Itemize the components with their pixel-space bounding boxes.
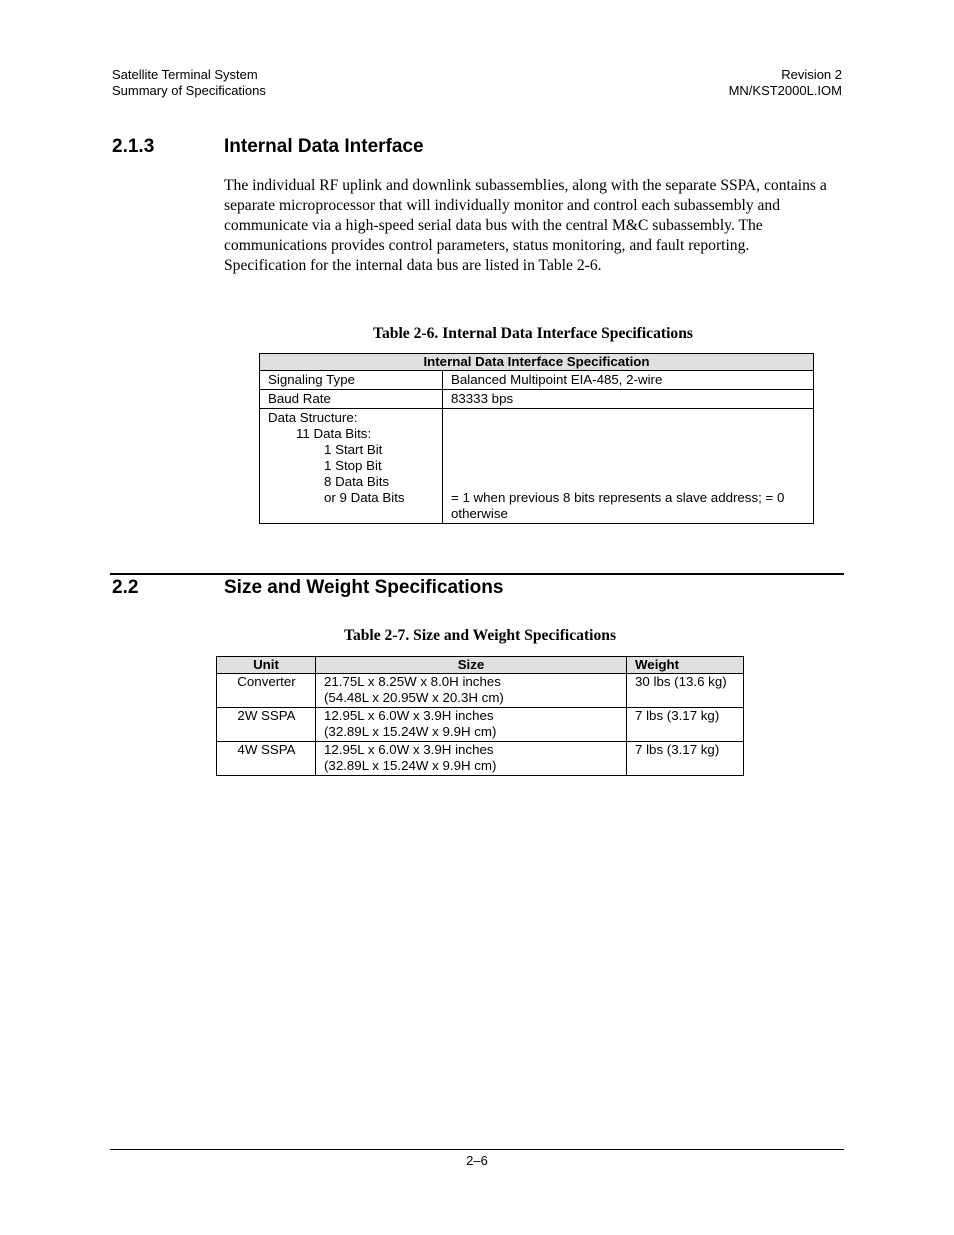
col-header-size: Size bbox=[316, 657, 627, 674]
size-cell bbox=[316, 708, 627, 742]
stop-bit-label: 1 Stop Bit bbox=[324, 458, 382, 473]
doc-subtitle: Summary of Specifications bbox=[112, 83, 266, 98]
size-cm: (32.89L x 15.24W x 9.9H cm) bbox=[324, 758, 497, 773]
section-divider bbox=[110, 573, 844, 575]
data-bits-label: 11 Data Bits: bbox=[296, 426, 372, 441]
row-label: Data Structure: bbox=[268, 410, 358, 425]
section-title: Internal Data Interface bbox=[224, 136, 424, 157]
unit-cell: 4W SSPA bbox=[217, 742, 316, 776]
running-header-right bbox=[729, 67, 842, 99]
size-cm: (54.48L x 20.95W x 20.3H cm) bbox=[324, 690, 504, 705]
unit-cell: Converter bbox=[217, 674, 316, 708]
row-value: = 1 when previous 8 bits represents a slave address; = 0 otherwise bbox=[443, 409, 814, 524]
row-value: 83333 bps bbox=[443, 390, 814, 409]
size-cell bbox=[316, 674, 627, 708]
weight-cell: 7 lbs (3.17 kg) bbox=[627, 708, 744, 742]
document-number: MN/KST2000L.IOM bbox=[728, 83, 842, 98]
table-row bbox=[217, 674, 744, 708]
size-inches: 12.95L x 6.0W x 3.9H inches bbox=[324, 742, 494, 757]
size-weight-table bbox=[216, 656, 744, 776]
table-row bbox=[260, 409, 814, 524]
table-row bbox=[260, 371, 814, 390]
col-header-weight: Weight bbox=[627, 657, 744, 674]
col-header-unit: Unit bbox=[217, 657, 316, 674]
footer-rule bbox=[110, 1149, 844, 1150]
table-caption: Table 2-6. Internal Data Interface Specifications bbox=[373, 325, 693, 342]
table-caption: Table 2-7. Size and Weight Specifications bbox=[343, 627, 617, 644]
size-inches: 12.95L x 6.0W x 3.9H inches bbox=[324, 708, 494, 723]
table-row bbox=[217, 742, 744, 776]
start-bit-label: 1 Start Bit bbox=[324, 442, 383, 457]
running-header-left bbox=[112, 67, 266, 99]
unit-cell: 2W SSPA bbox=[217, 708, 316, 742]
weight-cell: 30 lbs (13.6 kg) bbox=[627, 674, 744, 708]
nine-bits-label: or 9 Data Bits bbox=[324, 490, 405, 505]
table-row bbox=[260, 390, 814, 409]
size-cm: (32.89L x 15.24W x 9.9H cm) bbox=[324, 724, 497, 739]
table-row bbox=[217, 708, 744, 742]
size-inches: 21.75L x 8.25W x 8.0H inches bbox=[324, 674, 501, 689]
doc-title: Satellite Terminal System bbox=[112, 67, 258, 82]
section-title: Size and Weight Specifications bbox=[224, 577, 504, 598]
row-label: Baud Rate bbox=[260, 390, 443, 409]
size-cell bbox=[316, 742, 627, 776]
row-label: Signaling Type bbox=[260, 371, 443, 390]
table-header: Internal Data Interface Specification bbox=[260, 354, 814, 371]
eight-bits-label: 8 Data Bits bbox=[324, 474, 390, 489]
internal-data-interface-table bbox=[259, 353, 814, 524]
section-paragraph: The individual RF uplink and downlink subassemblies, along with the separate SSPA, contains a separate microprocessor that will individually monitor and control each subassembly and communicate via a high-speed serial data bus with the central M&C subassembly. The communications provides control parameters, status monitoring, and fault reporting. Specification for the internal data bus are listed in Table 2-6. bbox=[224, 177, 827, 274]
revision-label: Revision 2 bbox=[781, 67, 842, 82]
section-number: 2.1.3 bbox=[112, 136, 155, 157]
data-structure-cell bbox=[260, 409, 443, 524]
page-number: 2–6 bbox=[466, 1153, 488, 1168]
section-number: 2.2 bbox=[112, 577, 139, 598]
weight-cell: 7 lbs (3.17 kg) bbox=[627, 742, 744, 776]
row-value: Balanced Multipoint EIA-485, 2-wire bbox=[443, 371, 814, 390]
